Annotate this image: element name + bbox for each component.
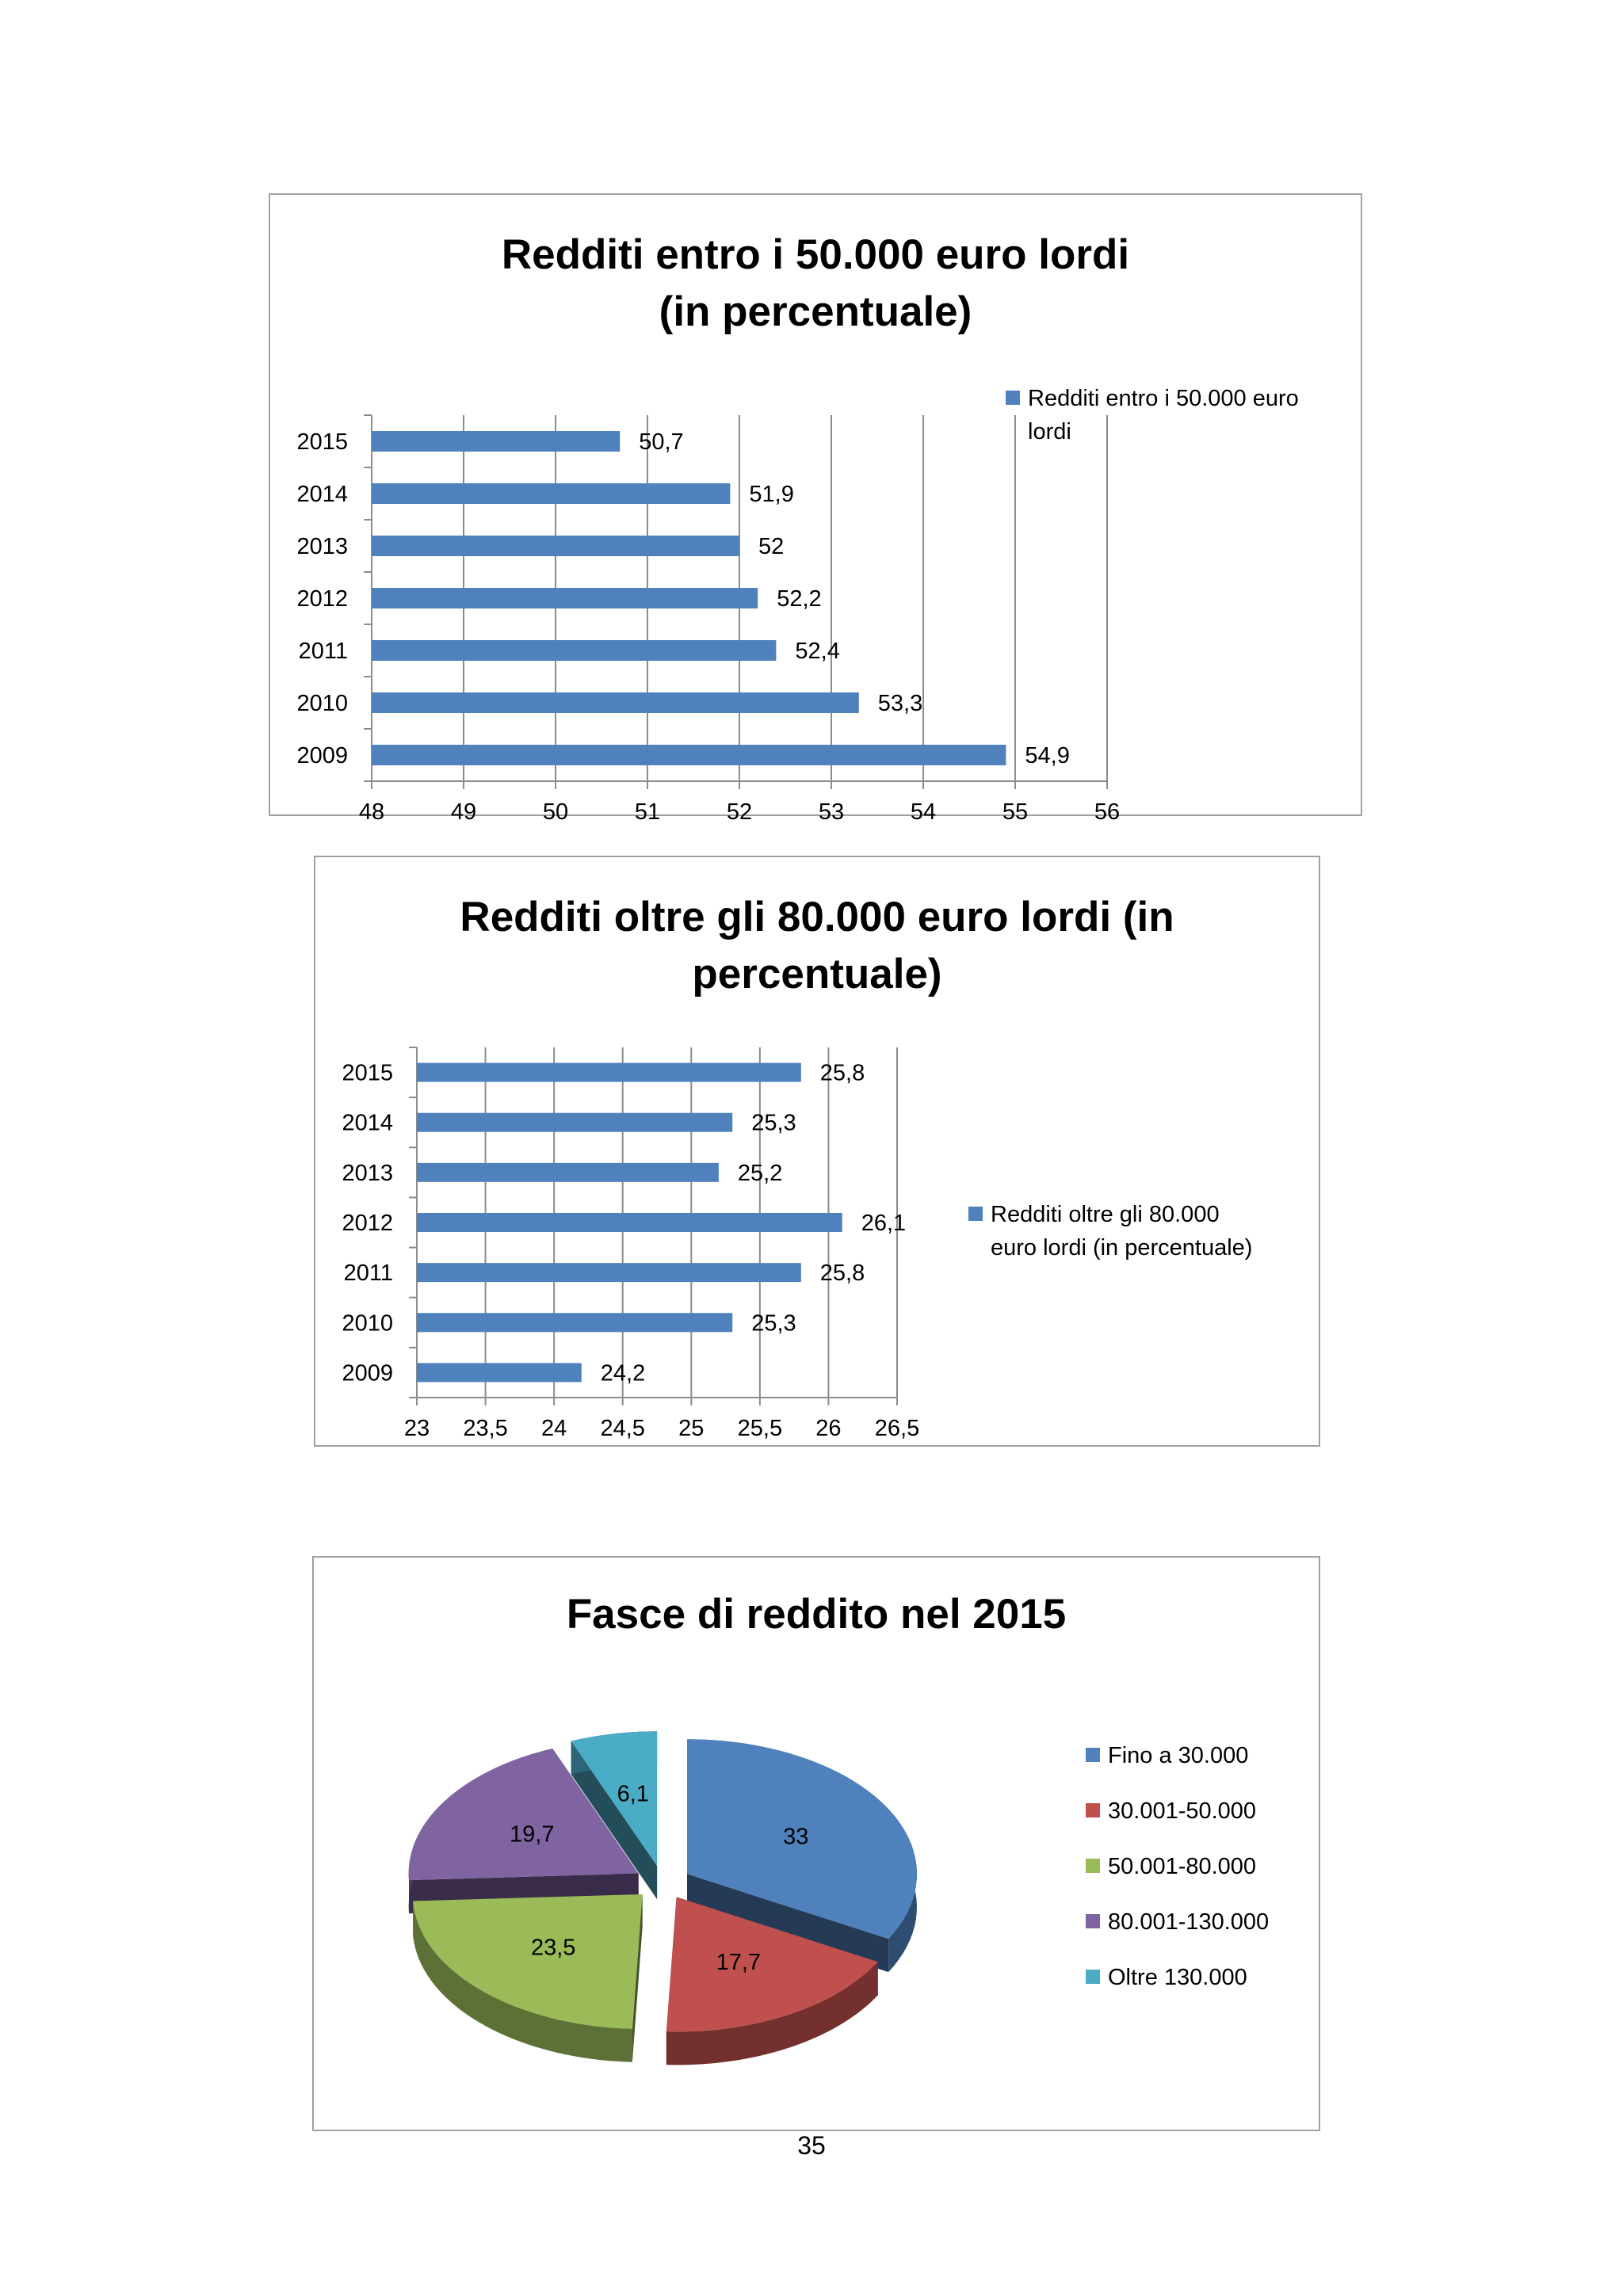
data-label: 52,4 — [795, 639, 840, 664]
chart-title-line-2: percentuale) — [692, 951, 942, 997]
data-label: 52,2 — [777, 586, 822, 612]
bar — [372, 431, 620, 452]
legend-label: 50.001-80.000 — [1108, 1854, 1257, 1879]
chart-legend — [1006, 382, 1299, 448]
pie-data-label: 23,5 — [530, 1935, 576, 1961]
bar — [372, 640, 776, 661]
data-label: 25,3 — [751, 1110, 796, 1136]
legend-label-line-1: Redditi oltre gli 80.000 — [991, 1202, 1220, 1227]
x-tick-label: 24 — [541, 1416, 567, 1441]
x-tick-label: 26 — [815, 1416, 842, 1441]
legend-swatch — [968, 1207, 983, 1221]
category-label: 2010 — [342, 1310, 393, 1337]
x-tick-label: 51 — [634, 799, 661, 825]
bar — [417, 1163, 719, 1182]
pie-data-label: 17,7 — [716, 1949, 762, 1975]
x-tick-label: 48 — [358, 799, 385, 825]
chart-legend — [968, 1198, 1252, 1264]
legend-label-line-2: euro lordi (in percentuale) — [991, 1235, 1253, 1261]
category-label: 2014 — [342, 1110, 393, 1136]
pie-data-label: 6,1 — [617, 1781, 649, 1807]
chart-title-line-1: Redditi entro i 50.000 euro lordi — [501, 231, 1130, 278]
category-label: 2011 — [298, 639, 348, 664]
data-label: 52 — [758, 534, 785, 559]
data-label: 25,3 — [751, 1310, 796, 1337]
legend-label: 30.001-50.000 — [1108, 1798, 1257, 1824]
legend-swatch — [1086, 1970, 1100, 1984]
legend-entry-continued — [968, 1231, 1252, 1264]
category-label: 2009 — [342, 1360, 393, 1386]
category-label: 2012 — [342, 1211, 393, 1236]
category-label: 2015 — [342, 1060, 393, 1086]
legend-entry — [1086, 1965, 1247, 1991]
x-tick-label: 55 — [1002, 799, 1029, 825]
pie-chart-plot — [314, 1684, 980, 2128]
chart-redditi-oltre-80000 — [314, 856, 1320, 1447]
data-label: 25,2 — [737, 1160, 783, 1186]
x-tick-label: 23,5 — [463, 1416, 508, 1441]
data-label: 25,8 — [819, 1261, 865, 1287]
pie-slice-group — [413, 1894, 643, 2062]
chart-title — [315, 889, 1319, 1003]
bar — [372, 588, 758, 608]
bar — [372, 483, 730, 504]
x-tick-label: 25 — [678, 1416, 705, 1441]
x-tick-label: 25,5 — [737, 1416, 783, 1441]
category-label: 2011 — [343, 1261, 393, 1287]
legend-entry — [968, 1198, 1252, 1231]
chart-title — [270, 227, 1361, 341]
x-tick-label: 52 — [726, 799, 753, 825]
legend-label-line-2: lordi — [1028, 419, 1071, 444]
chart-title: Fasce di reddito nel 2015 — [566, 1591, 1067, 1638]
legend-swatch — [1006, 391, 1020, 405]
data-label: 25,8 — [819, 1060, 865, 1086]
data-label: 51,9 — [749, 482, 794, 507]
data-label: 50,7 — [639, 429, 684, 455]
category-label: 2014 — [296, 482, 348, 507]
category-label: 2010 — [296, 691, 348, 716]
legend-swatch — [1086, 1803, 1100, 1817]
pie-slice — [413, 1894, 643, 2029]
category-label: 2013 — [296, 534, 348, 559]
page-number: 35 — [797, 2131, 826, 2160]
legend-swatch — [1086, 1914, 1100, 1928]
x-tick-label: 53 — [818, 799, 845, 825]
legend-label: Fino a 30.000 — [1108, 1743, 1249, 1768]
legend-entry — [1086, 1854, 1256, 1880]
legend-swatch — [1086, 1748, 1100, 1762]
data-label: 24,2 — [600, 1360, 646, 1386]
x-tick-label: 24,5 — [600, 1416, 645, 1441]
data-label: 53,3 — [877, 691, 923, 716]
x-tick-label: 54 — [910, 799, 937, 825]
x-tick-label: 23 — [403, 1416, 430, 1441]
legend-entry — [1086, 1909, 1269, 1936]
data-label: 54,9 — [1025, 743, 1070, 769]
category-label: 2013 — [342, 1160, 393, 1186]
x-tick-label: 26,5 — [874, 1416, 920, 1441]
data-label: 26,1 — [861, 1211, 907, 1236]
bar — [372, 745, 1006, 765]
pie-data-label: 19,7 — [510, 1821, 555, 1848]
category-label: 2015 — [296, 429, 348, 455]
legend-entry — [1086, 1743, 1248, 1769]
bar — [417, 1113, 732, 1132]
bar — [417, 1263, 801, 1282]
x-tick-label: 50 — [542, 799, 569, 825]
category-label: 2009 — [296, 743, 348, 769]
legend-entry-continued — [1006, 415, 1299, 448]
chart-fasce-reddito-2015 — [312, 1556, 1320, 2131]
legend-swatch — [1086, 1859, 1100, 1873]
legend-label: Oltre 130.000 — [1108, 1965, 1247, 1990]
bar — [417, 1313, 732, 1332]
legend-label-line-1: Redditi entro i 50.000 euro — [1028, 386, 1299, 411]
legend-entry — [1086, 1798, 1256, 1825]
legend-entry — [1006, 382, 1299, 415]
bar — [417, 1213, 842, 1232]
chart-redditi-entro-50000 — [269, 193, 1362, 825]
pie-legend — [1086, 1743, 1316, 1997]
pie-data-label: 33 — [783, 1824, 809, 1850]
x-tick-label: 49 — [450, 799, 477, 825]
bar — [372, 692, 859, 713]
legend-label: 80.001-130.000 — [1108, 1909, 1270, 1935]
bar — [372, 536, 739, 556]
x-tick-label: 56 — [1094, 799, 1121, 825]
bar — [417, 1063, 801, 1082]
chart-title-line-1: Redditi oltre gli 80.000 euro lordi (in — [460, 894, 1174, 940]
bar — [417, 1363, 582, 1382]
category-label: 2012 — [296, 586, 348, 612]
chart-title-line-2: (in percentuale) — [659, 288, 972, 335]
